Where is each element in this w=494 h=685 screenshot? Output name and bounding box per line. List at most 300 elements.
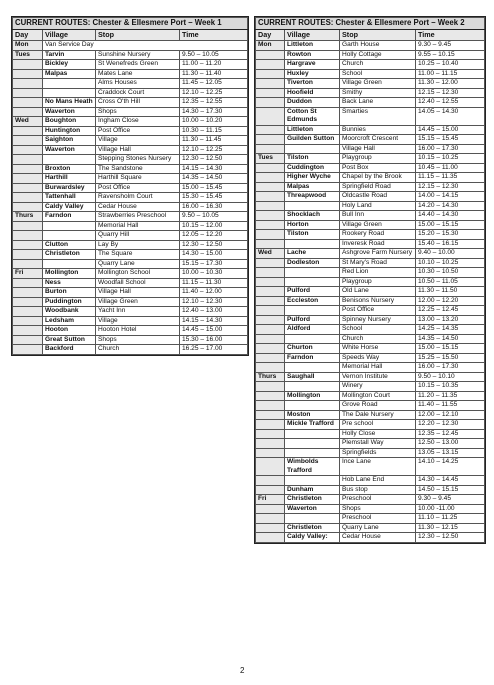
day-cell — [13, 278, 43, 288]
day-cell — [256, 182, 285, 192]
stop-cell: Springfield Road — [340, 182, 416, 192]
stop-cell: Church — [340, 334, 416, 344]
time-cell: 10.30 – 11.15 — [180, 126, 248, 136]
table-row — [256, 296, 485, 306]
stop-cell: Preschool — [340, 495, 416, 505]
stop-cell: Quarry Lane — [340, 523, 416, 533]
village-cell: Christleton — [285, 495, 340, 505]
time-cell: 11.30 – 12.00 — [416, 79, 485, 89]
time-cell: 12.40 – 12.55 — [416, 98, 485, 108]
header-village: Village — [43, 29, 96, 41]
village-cell — [285, 334, 340, 344]
village-cell: Clutton — [43, 240, 96, 250]
stop-cell: Hob Lane End — [340, 476, 416, 486]
stop-cell: Shops — [96, 107, 180, 117]
day-cell — [256, 296, 285, 306]
day-cell: Thurs — [256, 372, 285, 382]
day-cell — [256, 220, 285, 230]
time-cell: 15.25 – 15.50 — [416, 353, 485, 363]
time-cell: 10.00 – 10.20 — [180, 117, 248, 127]
day-cell — [256, 173, 285, 183]
stop-cell: Post Office — [96, 126, 180, 136]
stop-cell: Playgroup — [340, 154, 416, 164]
stop-cell: Village Hall — [96, 145, 180, 155]
day-cell — [256, 533, 285, 543]
village-cell: Eccleston — [285, 296, 340, 306]
day-cell — [13, 174, 43, 184]
time-cell: 12.10 – 12.25 — [180, 88, 248, 98]
week2-panel — [254, 16, 486, 544]
table-row — [256, 504, 485, 514]
day-cell — [256, 439, 285, 449]
table-row — [13, 88, 248, 98]
table-row — [256, 533, 485, 543]
stop-cell: Inveresk Road — [340, 239, 416, 249]
time-cell: 14.05 – 14.30 — [416, 107, 485, 125]
stop-cell: Winery — [340, 382, 416, 392]
table-row — [13, 202, 248, 212]
time-cell: 12.15 – 12.30 — [416, 88, 485, 98]
village-cell: Saighton — [43, 136, 96, 146]
week2-title: CURRENT ROUTES: Chester & Ellesmere Port – Week 2 — [256, 18, 485, 30]
table-row — [256, 163, 485, 173]
time-cell: 11.00 – 11.15 — [416, 69, 485, 79]
time-cell: 11.10 – 11.25 — [416, 514, 485, 524]
stop-cell: White Horse — [340, 344, 416, 354]
table-row — [256, 249, 485, 259]
table-row — [13, 126, 248, 136]
table-row — [13, 326, 248, 336]
stop-cell: Rookery Road — [340, 230, 416, 240]
village-cell: Malpas — [285, 182, 340, 192]
time-cell: 14.30 – 17.30 — [180, 107, 248, 117]
time-cell: 11.40 – 12.00 — [180, 288, 248, 298]
stop-cell: Old Lane — [340, 287, 416, 297]
table-row — [256, 192, 485, 202]
day-cell — [13, 79, 43, 89]
table-row — [13, 316, 248, 326]
stop-cell: Pre school — [340, 420, 416, 430]
stop-cell: Church — [96, 345, 180, 355]
time-cell: 14.35 – 14.50 — [416, 334, 485, 344]
village-cell: Dodleston — [285, 258, 340, 268]
time-cell: 14.00 – 14.15 — [416, 192, 485, 202]
day-cell — [256, 163, 285, 173]
day-cell — [13, 107, 43, 117]
table-row — [13, 193, 248, 203]
table-row — [256, 334, 485, 344]
time-cell: 9.40 – 10.00 — [416, 249, 485, 259]
time-cell: 14.35 – 14.50 — [180, 174, 248, 184]
day-cell — [256, 458, 285, 476]
time-cell: 16.25 – 17.00 — [180, 345, 248, 355]
table-row — [256, 50, 485, 60]
table-row — [13, 307, 248, 317]
village-cell: Guilden Sutton — [285, 135, 340, 145]
stop-cell: Memorial Hall — [340, 363, 416, 373]
stop-cell: Springfields — [340, 448, 416, 458]
table-row — [256, 107, 485, 125]
village-cell — [285, 306, 340, 316]
table-row — [13, 250, 248, 260]
village-cell: Higher Wyche — [285, 173, 340, 183]
table-row — [256, 182, 485, 192]
table-row — [256, 485, 485, 495]
header-day: Day — [13, 29, 43, 41]
table-row — [256, 420, 485, 430]
header-time: Time — [180, 29, 248, 41]
day-cell — [13, 88, 43, 98]
village-cell: Horton — [285, 220, 340, 230]
village-cell: Tilston — [285, 230, 340, 240]
day-cell — [256, 287, 285, 297]
stop-cell: Cedar House — [96, 202, 180, 212]
day-cell — [13, 164, 43, 174]
table-row — [13, 288, 248, 298]
village-cell: Burwardsley — [43, 183, 96, 193]
day-cell: Mon — [13, 41, 43, 51]
table-row — [256, 211, 485, 221]
village-cell — [285, 439, 340, 449]
day-cell — [13, 316, 43, 326]
table-row — [256, 410, 485, 420]
stop-cell: The Square — [96, 250, 180, 260]
time-cell: 9.50 – 10.05 — [180, 50, 248, 60]
village-cell: Duddon — [285, 98, 340, 108]
day-cell: Fri — [13, 269, 43, 279]
stop-cell: Hooton Hotel — [96, 326, 180, 336]
time-cell: 14.30 – 15.00 — [180, 250, 248, 260]
time-cell: 10.00 – 10.30 — [180, 269, 248, 279]
stop-cell: Bunnies — [340, 125, 416, 135]
week2-rows — [256, 41, 485, 543]
stop-cell: Quarry Lane — [96, 259, 180, 269]
table-row — [256, 98, 485, 108]
stop-cell: Smarties — [340, 107, 416, 125]
village-cell: Littleton — [285, 125, 340, 135]
time-cell: 12.30 – 12.50 — [416, 533, 485, 543]
village-cell: Christleton — [285, 523, 340, 533]
day-cell — [13, 155, 43, 165]
day-cell — [256, 363, 285, 373]
header-time: Time — [416, 29, 485, 41]
table-row — [256, 60, 485, 70]
day-cell — [256, 429, 285, 439]
time-cell: 11.30 – 11.40 — [180, 69, 248, 79]
stop-cell: Garth House — [340, 41, 416, 51]
time-cell: 12.10 – 12.25 — [180, 145, 248, 155]
table-row — [256, 325, 485, 335]
time-cell: 14.30 – 14.45 — [416, 476, 485, 486]
time-cell: 15.30 – 16.00 — [180, 335, 248, 345]
day-cell — [256, 277, 285, 287]
day-cell — [256, 125, 285, 135]
table-row — [13, 278, 248, 288]
time-cell: 16.00 – 16.30 — [180, 202, 248, 212]
table-row — [13, 231, 248, 241]
day-cell — [256, 410, 285, 420]
stop-cell: Lay By — [96, 240, 180, 250]
stop-cell: Cedar House — [340, 533, 416, 543]
table-row — [13, 297, 248, 307]
time-cell: 12.05 – 12.20 — [180, 231, 248, 241]
table-row — [256, 363, 485, 373]
time-cell: 15.00 – 15.15 — [416, 344, 485, 354]
table-row — [256, 476, 485, 486]
time-cell: 10.30 – 10.50 — [416, 268, 485, 278]
stop-cell: Smithy — [340, 88, 416, 98]
time-cell: 11.20 – 11.35 — [416, 391, 485, 401]
day-cell — [13, 98, 43, 108]
day-cell — [256, 60, 285, 70]
day-cell — [256, 514, 285, 524]
village-cell — [285, 277, 340, 287]
village-cell: Broxton — [43, 164, 96, 174]
day-cell — [256, 353, 285, 363]
table-row — [256, 448, 485, 458]
village-cell: Churton — [285, 344, 340, 354]
stop-cell: School — [340, 325, 416, 335]
stop-cell: Village Green — [340, 79, 416, 89]
stop-cell: Shops — [96, 335, 180, 345]
time-cell: 9.50 – 10.05 — [180, 212, 248, 222]
week2-table — [255, 17, 485, 543]
day-cell — [13, 297, 43, 307]
village-cell — [43, 259, 96, 269]
time-cell: 15.20 – 15.30 — [416, 230, 485, 240]
stop-cell: Mates Lane — [96, 69, 180, 79]
table-row — [256, 287, 485, 297]
day-cell — [13, 221, 43, 231]
table-row — [256, 258, 485, 268]
time-cell: 15.15 – 17.30 — [180, 259, 248, 269]
day-cell — [256, 69, 285, 79]
table-row — [256, 135, 485, 145]
table-row — [256, 306, 485, 316]
time-cell: 15.15 – 15.45 — [416, 135, 485, 145]
time-cell: 11.15 – 11.30 — [180, 278, 248, 288]
day-cell — [13, 335, 43, 345]
table-row — [13, 107, 248, 117]
time-cell: 9.50 – 10.10 — [416, 372, 485, 382]
week1-panel — [11, 16, 249, 356]
stop-cell: St Mary's Road — [340, 258, 416, 268]
village-cell: Shocklach — [285, 211, 340, 221]
village-cell — [285, 448, 340, 458]
village-cell: Boughton — [43, 117, 96, 127]
stop-cell: Holy Land — [340, 201, 416, 211]
day-cell — [256, 98, 285, 108]
day-cell — [256, 268, 285, 278]
day-cell — [256, 485, 285, 495]
village-cell: Hooton — [43, 326, 96, 336]
time-cell: 14.45 – 15.00 — [416, 125, 485, 135]
stop-cell: Post Office — [340, 306, 416, 316]
table-row — [256, 372, 485, 382]
village-cell: Tilston — [285, 154, 340, 164]
village-cell: Harthill — [43, 174, 96, 184]
time-cell: 12.50 – 13.00 — [416, 439, 485, 449]
table-row — [256, 429, 485, 439]
village-cell: Littleton — [285, 41, 340, 51]
day-cell — [256, 401, 285, 411]
village-cell: Cotton St Edmunds — [285, 107, 340, 125]
day-cell — [256, 344, 285, 354]
stop-cell: Village — [96, 316, 180, 326]
day-cell — [256, 315, 285, 325]
village-cell: Backford — [43, 345, 96, 355]
stop-cell: Cross O'th Hill — [96, 98, 180, 108]
village-cell — [285, 144, 340, 154]
stop-cell: St Wenefreds Green — [96, 60, 180, 70]
table-row — [256, 277, 485, 287]
day-cell — [256, 135, 285, 145]
time-cell: 13.05 – 13.15 — [416, 448, 485, 458]
time-cell: 12.10 – 12.30 — [180, 297, 248, 307]
day-cell: Mon — [256, 41, 285, 51]
table-row — [256, 315, 485, 325]
village-cell — [285, 514, 340, 524]
village-cell: Pulford — [285, 315, 340, 325]
village-cell: Christleton — [43, 250, 96, 260]
stop-cell: Ravensholm Court — [96, 193, 180, 203]
time-cell: 9.55 – 10.15 — [416, 50, 485, 60]
stop-cell: Holly Close — [340, 429, 416, 439]
stop-cell: Ashgrove Farm Nursery — [340, 249, 416, 259]
table-row — [256, 439, 485, 449]
day-cell: Wed — [256, 249, 285, 259]
table-row — [256, 523, 485, 533]
week1-table — [12, 17, 248, 355]
table-row — [13, 212, 248, 222]
day-cell: Thurs — [13, 212, 43, 222]
stop-cell: Mollington Court — [340, 391, 416, 401]
day-cell: Tues — [256, 154, 285, 164]
village-cell — [43, 88, 96, 98]
stop-cell: Mollington School — [96, 269, 180, 279]
stop-cell: Stepping Stones Nursery — [96, 155, 180, 165]
village-cell: Tattenhall — [43, 193, 96, 203]
stop-cell: Chapel by the Brook — [340, 173, 416, 183]
day-cell — [256, 334, 285, 344]
table-row — [256, 154, 485, 164]
table-row — [256, 458, 485, 476]
table-row — [256, 382, 485, 392]
stop-cell: Post Box — [340, 163, 416, 173]
village-cell: Pulford — [285, 287, 340, 297]
time-cell: 14.50 – 15.15 — [416, 485, 485, 495]
day-cell — [13, 60, 43, 70]
day-cell — [256, 306, 285, 316]
village-cell: Wimbolds Trafford — [285, 458, 340, 476]
time-cell: 15.40 – 16.15 — [416, 239, 485, 249]
village-cell: Cuddington — [285, 163, 340, 173]
time-cell: 14.15 – 14.30 — [180, 316, 248, 326]
village-cell: Bickley — [43, 60, 96, 70]
table-row — [13, 79, 248, 89]
time-cell: 11.30 – 12.15 — [416, 523, 485, 533]
village-cell — [285, 239, 340, 249]
stop-cell: Spinney Nursery — [340, 315, 416, 325]
table-row — [13, 41, 248, 51]
stop-cell: Strawberries Preschool — [96, 212, 180, 222]
time-cell: 11.30 – 11.50 — [416, 287, 485, 297]
village-cell — [43, 221, 96, 231]
stop-cell: Village Hall — [340, 144, 416, 154]
time-cell: 10.15 – 12.00 — [180, 221, 248, 231]
village-cell: Mollington — [285, 391, 340, 401]
time-cell: 9.30 – 9.45 — [416, 41, 485, 51]
time-cell: 12.20 – 12.30 — [416, 420, 485, 430]
day-cell — [13, 240, 43, 250]
table-row — [13, 60, 248, 70]
time-cell: 14.25 – 14.35 — [416, 325, 485, 335]
time-cell: 11.00 – 11.20 — [180, 60, 248, 70]
time-cell: 13.00 – 13.20 — [416, 315, 485, 325]
stop-cell: Alms Houses — [96, 79, 180, 89]
village-cell: Saughall — [285, 372, 340, 382]
stop-cell: Shops — [340, 504, 416, 514]
table-row — [13, 117, 248, 127]
day-cell — [256, 50, 285, 60]
header-stop: Stop — [340, 29, 416, 41]
table-row — [256, 125, 485, 135]
week1-rows — [13, 41, 248, 355]
time-cell: 12.00 – 12.20 — [416, 296, 485, 306]
day-cell — [256, 79, 285, 89]
stop-cell: Quarry Hill — [96, 231, 180, 241]
village-cell — [285, 363, 340, 373]
header-day: Day — [256, 29, 285, 41]
village-cell — [285, 429, 340, 439]
village-cell: Mickle Trafford — [285, 420, 340, 430]
day-cell — [256, 448, 285, 458]
week1-title: CURRENT ROUTES: Chester & Ellesmere Port – Week 1 — [13, 18, 248, 30]
time-cell: 10.25 – 10.40 — [416, 60, 485, 70]
village-cell — [285, 401, 340, 411]
day-cell — [13, 145, 43, 155]
village-cell: Threapwood — [285, 192, 340, 202]
village-cell: Hargrave — [285, 60, 340, 70]
table-row — [256, 79, 485, 89]
village-cell: No Mans Heath — [43, 98, 96, 108]
stop-cell: Plemstall Way — [340, 439, 416, 449]
table-row — [256, 401, 485, 411]
stop-cell: Village Green — [96, 297, 180, 307]
day-cell — [256, 325, 285, 335]
table-row — [256, 495, 485, 505]
table-row — [256, 69, 485, 79]
day-cell — [256, 144, 285, 154]
day-cell — [13, 326, 43, 336]
stop-cell: Vernon Institute — [340, 372, 416, 382]
stop-cell: Preschool — [340, 514, 416, 524]
time-cell: 10.50 – 11.05 — [416, 277, 485, 287]
stop-cell: Back Lane — [340, 98, 416, 108]
village-cell: Ledsham — [43, 316, 96, 326]
day-cell — [256, 382, 285, 392]
day-cell — [13, 193, 43, 203]
service-note-cell: Van Service Day — [43, 41, 248, 51]
village-cell: Caldy Valley — [43, 202, 96, 212]
stop-cell: Village — [96, 136, 180, 146]
day-cell — [256, 420, 285, 430]
stop-cell: Benisons Nursery — [340, 296, 416, 306]
stop-cell: Harthill Square — [96, 174, 180, 184]
village-cell: Caldy Valley: — [285, 533, 340, 543]
table-row — [13, 183, 248, 193]
village-cell: Ness — [43, 278, 96, 288]
